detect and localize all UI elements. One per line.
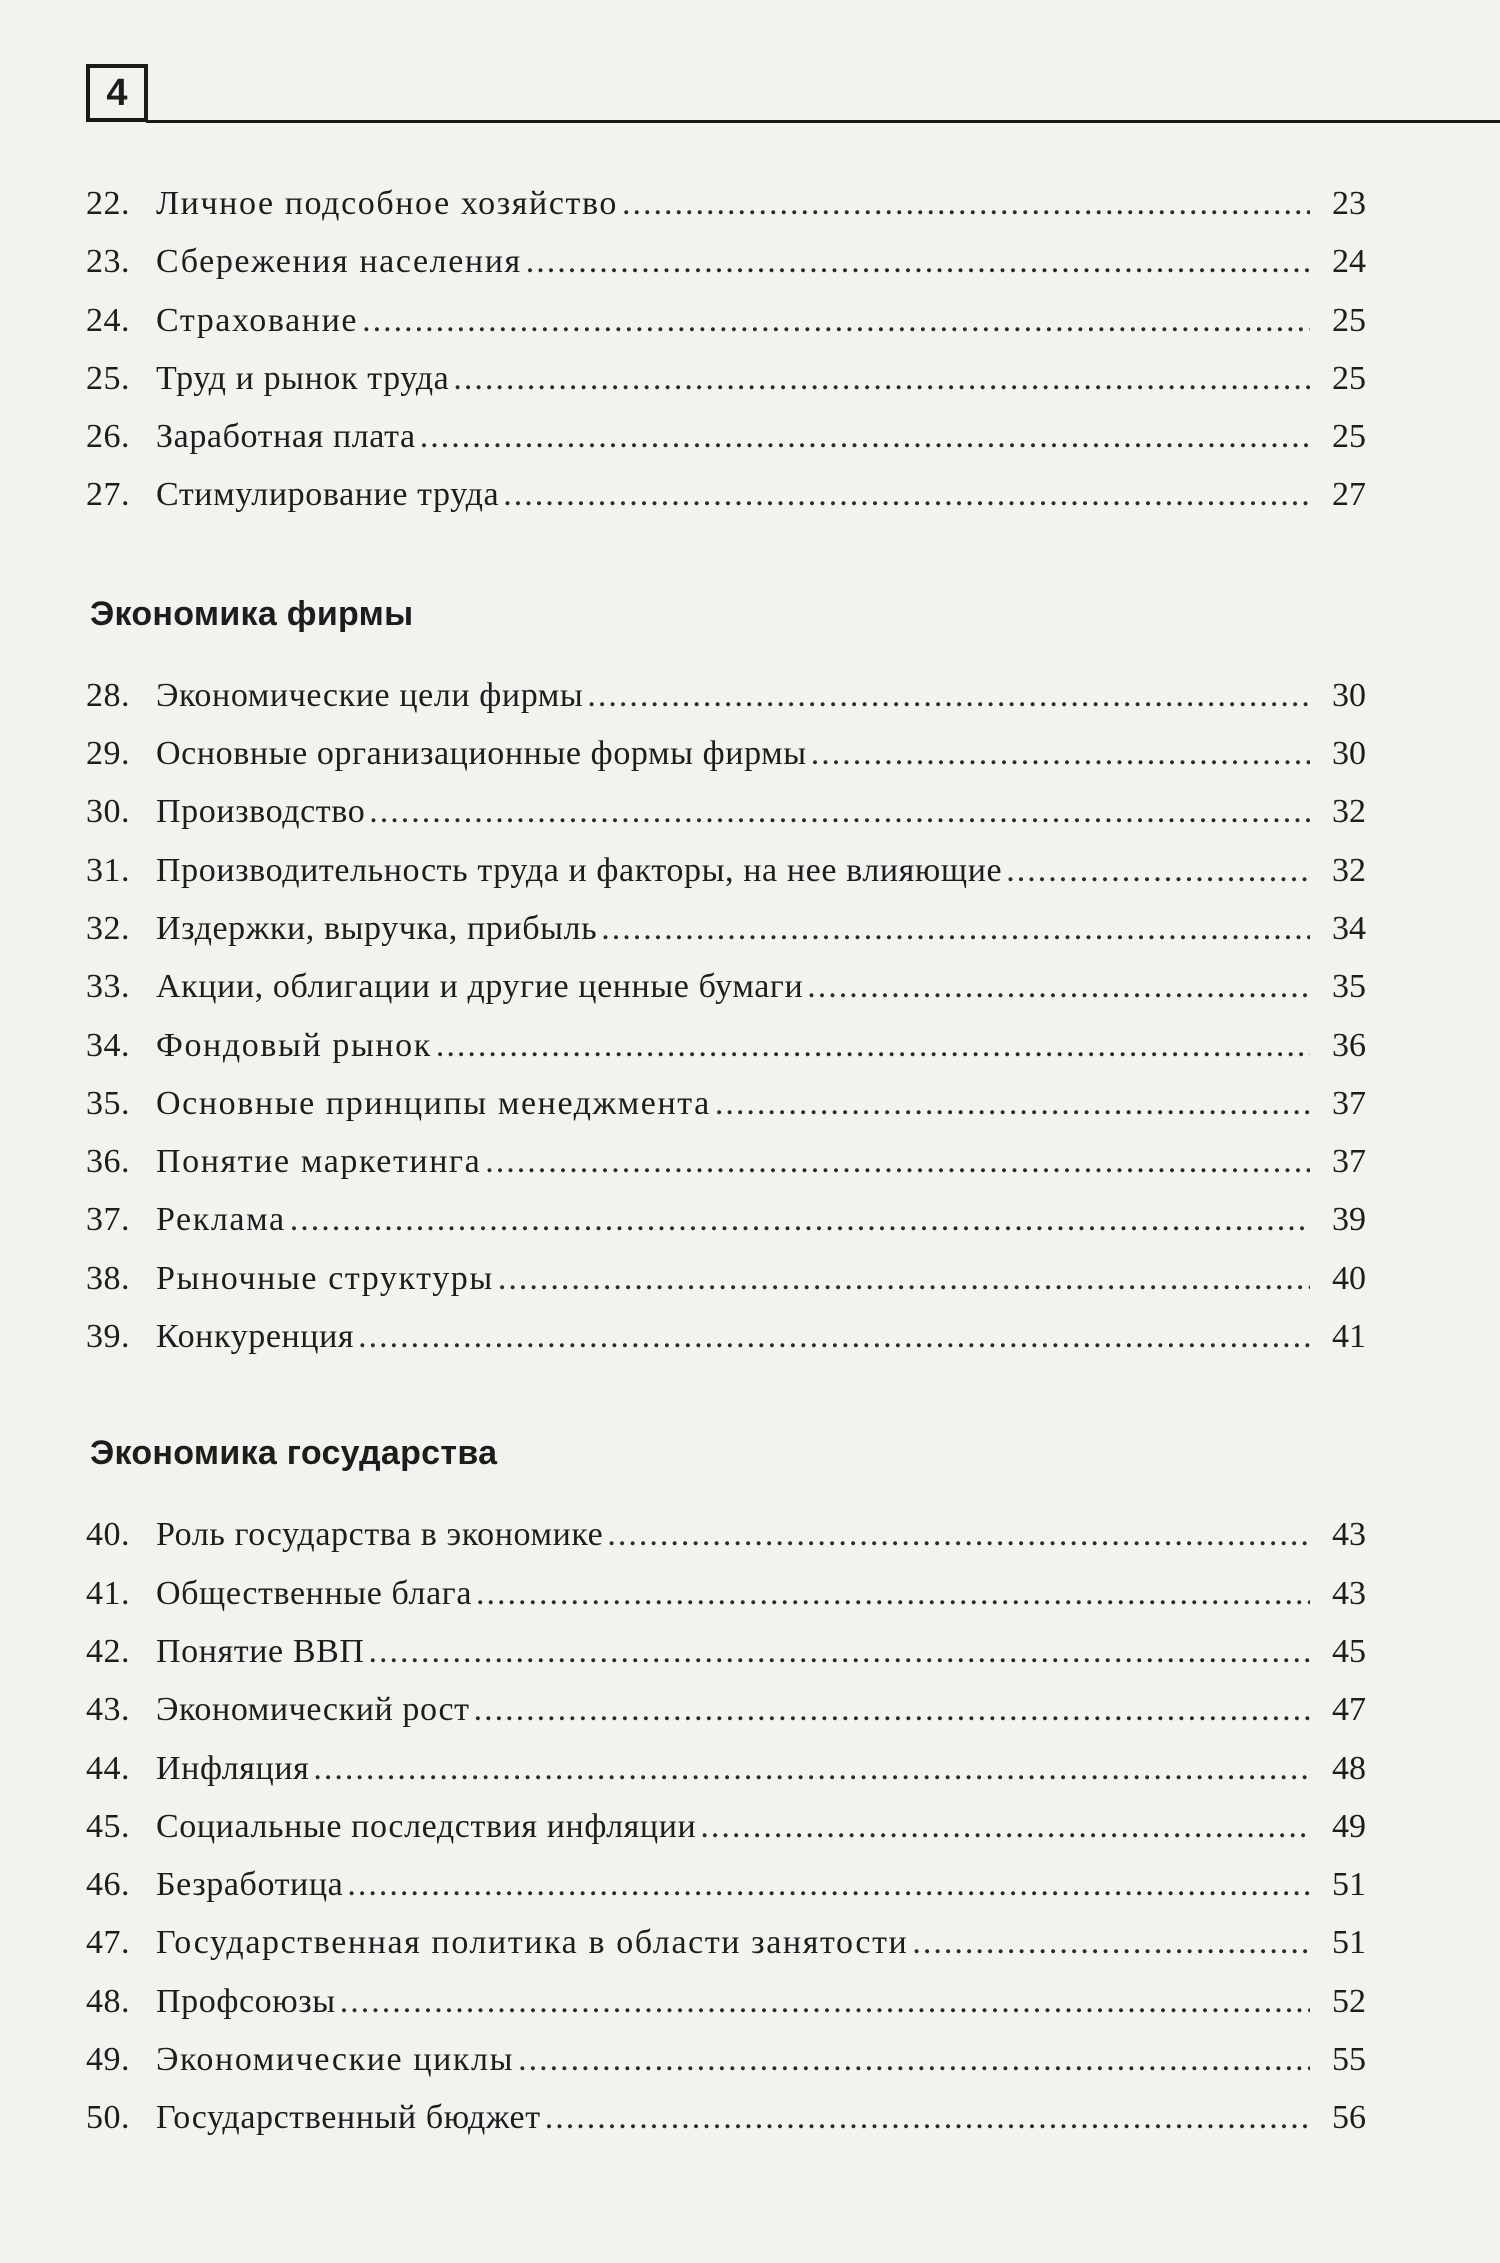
- toc-entry-page: 56: [1332, 2099, 1366, 2137]
- toc-entry[interactable]: [86, 466, 1366, 524]
- toc-entry-number: 24.: [86, 301, 130, 339]
- toc-entry[interactable]: [86, 1623, 1366, 1681]
- dot-leader: [290, 1191, 1310, 1249]
- toc-entry[interactable]: [86, 2031, 1366, 2089]
- toc-entry-page: 35: [1332, 968, 1366, 1006]
- toc-entry-title: Государственный бюджет: [156, 2099, 541, 2137]
- dot-leader: [347, 1856, 1310, 1914]
- toc-entry-title: Экономические цели фирмы: [156, 676, 584, 714]
- dot-leader: [715, 1075, 1310, 1133]
- toc-entry-number: 50.: [86, 2099, 130, 2137]
- toc-entry-number: 36.: [86, 1143, 130, 1181]
- dot-leader: [811, 725, 1310, 783]
- table-of-contents: [86, 175, 1366, 2148]
- toc-entry[interactable]: [86, 1681, 1366, 1739]
- toc-entry-title: Фондовый рынок: [156, 1026, 432, 1064]
- toc-entry-page: 39: [1332, 1201, 1366, 1239]
- toc-entry-page: 30: [1332, 676, 1366, 714]
- dot-leader: [912, 1914, 1310, 1972]
- toc-entry[interactable]: [86, 900, 1366, 958]
- toc-section-firm-economics: [86, 585, 1366, 1367]
- toc-entry[interactable]: [86, 667, 1366, 725]
- toc-entry-title: Безработица: [156, 1866, 344, 1904]
- toc-entry-page: 48: [1332, 1749, 1366, 1787]
- toc-entry-number: 38.: [86, 1259, 130, 1297]
- toc-entry-number: 45.: [86, 1807, 130, 1845]
- toc-entry-title: Издержки, выручка, прибыль: [156, 909, 598, 947]
- toc-entry-title: Акции, облигации и другие ценные бумаги: [156, 968, 804, 1006]
- toc-entry-page: 43: [1332, 1574, 1366, 1612]
- toc-entry-page: 37: [1332, 1084, 1366, 1122]
- section-heading: Экономика фирмы: [90, 594, 414, 633]
- toc-entry-page: 25: [1332, 418, 1366, 456]
- toc-entry[interactable]: [86, 842, 1366, 900]
- toc-entry[interactable]: [86, 1133, 1366, 1191]
- dot-leader: [518, 2031, 1310, 2089]
- toc-entry-number: 26.: [86, 418, 130, 456]
- toc-entry-title: Экономические циклы: [156, 2041, 515, 2079]
- toc-entry-page: 51: [1332, 1866, 1366, 1904]
- toc-entry-title: Личное подсобное хозяйство: [156, 185, 619, 222]
- toc-entry-page: 49: [1332, 1807, 1366, 1845]
- dot-leader: [420, 408, 1310, 466]
- toc-entry-number: 39.: [86, 1318, 130, 1356]
- toc-section-state-economics: [86, 1424, 1366, 2147]
- toc-entry-number: 33.: [86, 968, 130, 1006]
- toc-entry-title: Стимулирование труда: [156, 476, 500, 514]
- header-rule: [146, 120, 1500, 123]
- toc-entry-page: 24: [1332, 243, 1366, 281]
- toc-entry[interactable]: [86, 2089, 1366, 2147]
- page-number: 4: [86, 64, 148, 122]
- toc-entry[interactable]: [86, 1856, 1366, 1914]
- toc-entry-page: 25: [1332, 301, 1366, 339]
- dot-leader: [601, 900, 1310, 958]
- section-heading: Экономика государства: [90, 1434, 498, 1473]
- toc-entry[interactable]: [86, 1191, 1366, 1249]
- toc-entry[interactable]: [86, 1740, 1366, 1798]
- toc-entry-title: Рыночные структуры: [156, 1259, 494, 1297]
- dot-leader: [485, 1133, 1310, 1191]
- toc-entry-page: 47: [1332, 1691, 1366, 1729]
- dot-leader: [545, 2089, 1310, 2147]
- toc-entry-number: 46.: [86, 1866, 130, 1904]
- toc-entry-page: 41: [1332, 1318, 1366, 1356]
- dot-leader: [476, 1565, 1310, 1623]
- toc-entry-page: 52: [1332, 1982, 1366, 2020]
- toc-entry-number: 42.: [86, 1632, 130, 1670]
- toc-entry-title: Сбережения населения: [156, 243, 522, 281]
- toc-entry-title: Государственная политика в области занятости: [156, 1924, 909, 1962]
- toc-entry-number: 32.: [86, 909, 130, 947]
- toc-entry-title: Общественные блага: [156, 1574, 473, 1612]
- toc-entry-page: 23: [1332, 185, 1366, 222]
- toc-entry-number: 34.: [86, 1026, 130, 1064]
- toc-entry-page: 30: [1332, 735, 1366, 773]
- dot-leader: [526, 233, 1310, 291]
- toc-entry[interactable]: [86, 1565, 1366, 1623]
- dot-leader: [313, 1740, 1310, 1798]
- toc-entry[interactable]: [86, 783, 1366, 841]
- toc-entry-number: 28.: [86, 676, 130, 714]
- toc-entry-title: Социальные последствия инфляции: [156, 1807, 697, 1845]
- dot-leader: [807, 958, 1310, 1016]
- dot-leader: [622, 175, 1310, 233]
- toc-entry-title: Производство: [156, 793, 366, 831]
- toc-entry-title: Страхование: [156, 301, 359, 339]
- dot-leader: [362, 292, 1310, 350]
- toc-entry-number: 41.: [86, 1574, 130, 1612]
- toc-entry-page: 36: [1332, 1026, 1366, 1064]
- toc-entry-number: 29.: [86, 735, 130, 773]
- toc-entry-page: 34: [1332, 909, 1366, 947]
- toc-entry-page: 51: [1332, 1924, 1366, 1962]
- toc-entry[interactable]: [86, 350, 1366, 408]
- toc-entry[interactable]: [86, 408, 1366, 466]
- toc-entry-title: Инфляция: [156, 1749, 310, 1787]
- toc-entry[interactable]: [86, 1798, 1366, 1856]
- toc-entry[interactable]: [86, 1250, 1366, 1308]
- toc-section-continued: [86, 175, 1366, 525]
- toc-entry-title: Основные принципы менеджмента: [156, 1084, 711, 1122]
- toc-entry[interactable]: [86, 175, 1366, 233]
- dot-leader: [474, 1681, 1310, 1739]
- toc-entry[interactable]: [86, 292, 1366, 350]
- toc-entry-number: 25.: [86, 359, 130, 397]
- toc-entry[interactable]: [86, 1506, 1366, 1564]
- dot-leader: [436, 1017, 1310, 1075]
- dot-leader: [498, 1250, 1310, 1308]
- toc-entry-page: 43: [1332, 1516, 1366, 1554]
- dot-leader: [1006, 842, 1310, 900]
- toc-entry-number: 43.: [86, 1691, 130, 1729]
- toc-entry[interactable]: [86, 958, 1366, 1016]
- toc-entry-number: 31.: [86, 851, 130, 889]
- toc-entry-title: Профсоюзы: [156, 1982, 336, 2020]
- dot-leader: [607, 1506, 1310, 1564]
- toc-entry-title: Понятие маркетинга: [156, 1143, 482, 1181]
- toc-entry-number: 27.: [86, 476, 130, 514]
- toc-entry-title: Экономический рост: [156, 1691, 470, 1729]
- toc-entry-title: Производительность труда и факторы, на нее влияющие: [156, 851, 1003, 889]
- dot-leader: [453, 350, 1310, 408]
- toc-entry-title: Заработная плата: [156, 418, 416, 456]
- toc-entry-page: 45: [1332, 1632, 1366, 1670]
- toc-entry-page: 55: [1332, 2041, 1366, 2079]
- toc-entry[interactable]: [86, 1308, 1366, 1366]
- toc-entry-number: 47.: [86, 1924, 130, 1962]
- toc-entry-title: Труд и рынок труда: [156, 359, 450, 397]
- toc-entry-number: 37.: [86, 1201, 130, 1239]
- dot-leader: [340, 1973, 1310, 2031]
- toc-entry[interactable]: [86, 1914, 1366, 1972]
- toc-entry-number: 30.: [86, 793, 130, 831]
- toc-entry-number: 48.: [86, 1982, 130, 2020]
- toc-entry-title: Конкуренция: [156, 1318, 355, 1356]
- toc-entry-number: 44.: [86, 1749, 130, 1787]
- dot-leader: [587, 667, 1310, 725]
- dot-leader: [700, 1798, 1310, 1856]
- toc-entry-page: 40: [1332, 1259, 1366, 1297]
- toc-entry-title: Реклама: [156, 1201, 286, 1239]
- dot-leader: [358, 1308, 1310, 1366]
- dot-leader: [503, 466, 1310, 524]
- toc-entry-number: 40.: [86, 1516, 130, 1554]
- toc-entry-title: Роль государства в экономике: [156, 1516, 604, 1554]
- toc-entry-title: Понятие ВВП: [156, 1632, 365, 1670]
- toc-entry-page: 25: [1332, 359, 1366, 397]
- toc-entry[interactable]: [86, 1075, 1366, 1133]
- toc-entry-number: 35.: [86, 1084, 130, 1122]
- toc-entry-number: 22.: [86, 185, 130, 222]
- toc-entry[interactable]: [86, 725, 1366, 783]
- toc-entry-number: 49.: [86, 2041, 130, 2079]
- toc-entry-title: Основные организационные формы фирмы: [156, 735, 807, 773]
- toc-entry-page: 32: [1332, 793, 1366, 831]
- toc-entry[interactable]: [86, 1973, 1366, 2031]
- toc-entry-page: 32: [1332, 851, 1366, 889]
- toc-entry-page: 27: [1332, 476, 1366, 514]
- toc-entry[interactable]: [86, 1017, 1366, 1075]
- toc-entry-page: 37: [1332, 1143, 1366, 1181]
- dot-leader: [369, 783, 1310, 841]
- toc-entry[interactable]: [86, 233, 1366, 291]
- dot-leader: [369, 1623, 1310, 1681]
- toc-entry-number: 23.: [86, 243, 130, 281]
